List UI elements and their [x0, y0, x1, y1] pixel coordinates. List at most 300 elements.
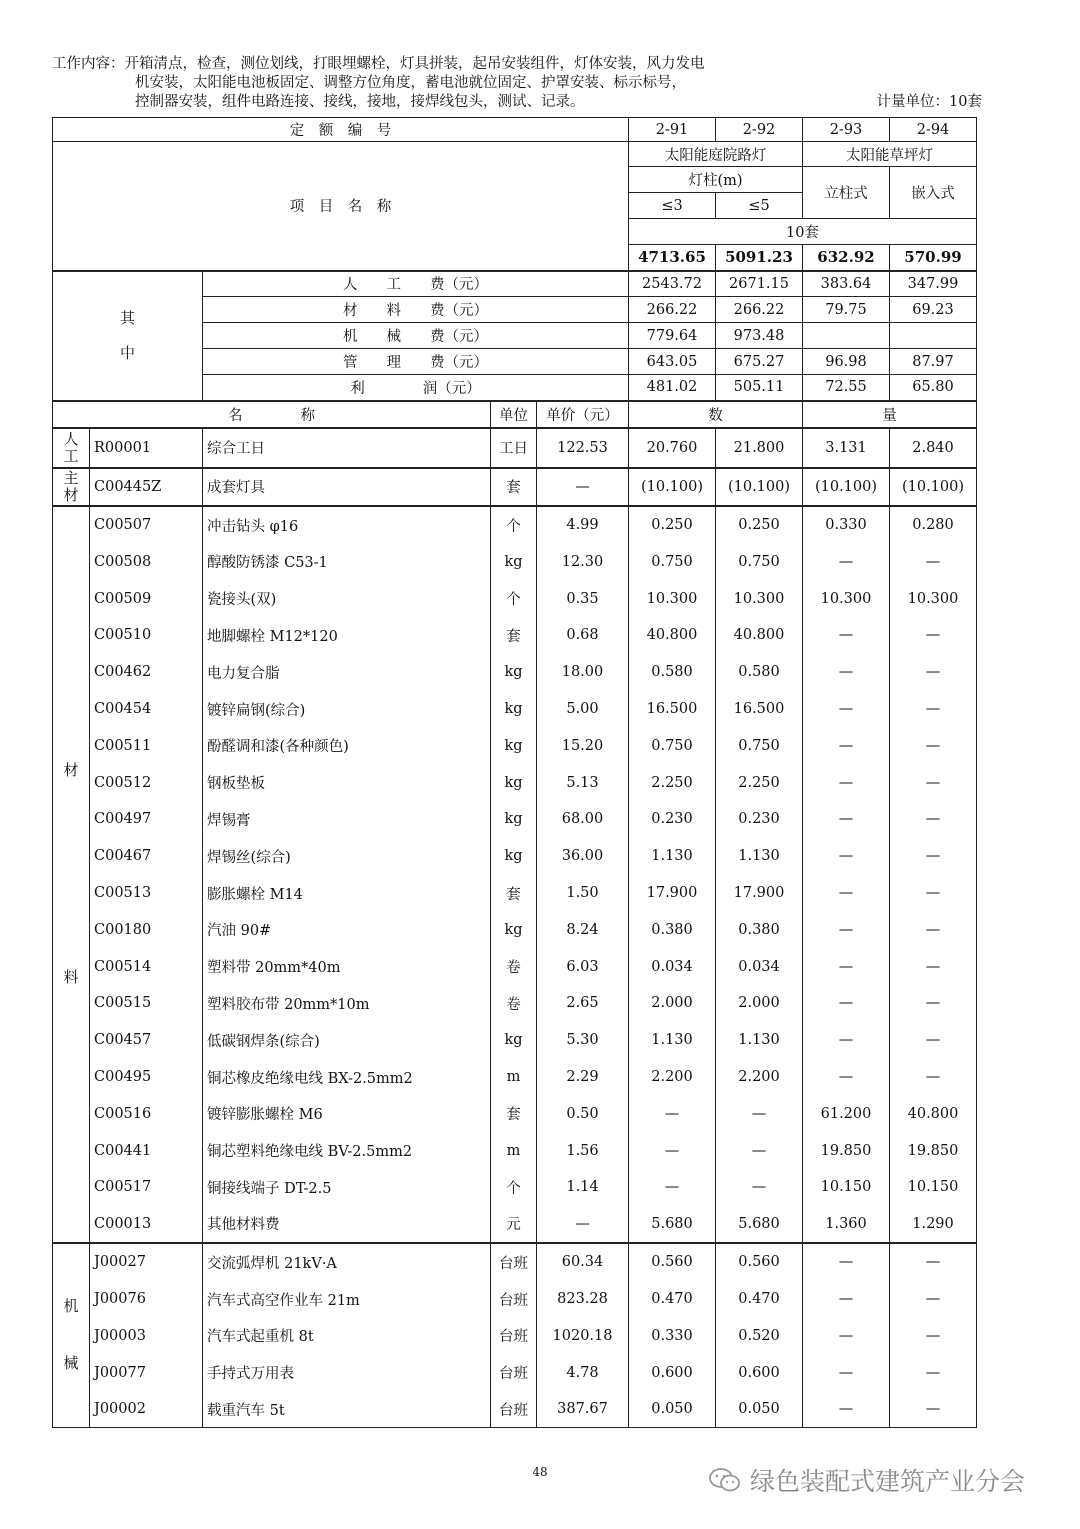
item-unit: 套 [491, 617, 537, 654]
cost-value: 347.99 [890, 271, 977, 297]
item-qty: — [803, 838, 890, 875]
labor-category [53, 428, 90, 468]
item-row [53, 911, 977, 948]
item-unit: kg [491, 654, 537, 691]
item-qty: — [890, 948, 977, 985]
item-qty: — [803, 764, 890, 801]
item-row [53, 1281, 977, 1318]
item-name: 镀锌扁钢(综合) [203, 691, 491, 728]
item-qty: — [890, 838, 977, 875]
item-qty: — [890, 1059, 977, 1096]
item-row [53, 1022, 977, 1059]
item-qty: — [890, 985, 977, 1022]
item-qty: — [803, 1022, 890, 1059]
category-char: 人 [63, 429, 79, 448]
item-code: C00497 [90, 801, 203, 838]
cost-item-label: 利 润（元） [203, 375, 629, 401]
cost-value: 266.22 [629, 297, 716, 323]
item-name: 瓷接头(双) [203, 580, 491, 617]
item-qty: — [803, 691, 890, 728]
item-code: J00027 [90, 1243, 203, 1281]
item-code: C00441 [90, 1132, 203, 1169]
item-qty: — [890, 764, 977, 801]
col-price-header: 单价（元） [537, 401, 629, 428]
col-qty-header-left: 数 [629, 401, 803, 428]
item-qty: 1.290 [890, 1206, 977, 1243]
cost-value: 481.02 [629, 375, 716, 401]
watermark [708, 1462, 1025, 1498]
item-unit: 元 [491, 1206, 537, 1243]
item-qty: 0.560 [629, 1243, 716, 1281]
item-row [53, 1317, 977, 1354]
item-row [53, 1391, 977, 1428]
item-qty: 16.500 [716, 691, 803, 728]
item-qty: (10.100) [890, 468, 977, 506]
item-qty: 1.360 [803, 1206, 890, 1243]
item-price: 1.50 [537, 875, 629, 912]
item-name: 电力复合脂 [203, 654, 491, 691]
item-qty: — [629, 1169, 716, 1206]
item-qty: 19.850 [890, 1132, 977, 1169]
item-qty: 2.250 [716, 764, 803, 801]
item-qty: — [803, 875, 890, 912]
item-qty: 0.330 [629, 1317, 716, 1354]
item-qty: — [803, 544, 890, 581]
item-name: 焊锡膏 [203, 801, 491, 838]
item-price: 4.99 [537, 506, 629, 544]
work-content [52, 55, 982, 112]
machinery-category [53, 1243, 90, 1428]
item-code: C00454 [90, 691, 203, 728]
item-qty: 0.580 [629, 654, 716, 691]
item-row [53, 838, 977, 875]
item-qty: 1.130 [716, 838, 803, 875]
item-qty: 2.000 [629, 985, 716, 1022]
item-code: C00512 [90, 764, 203, 801]
category-char: 材 [63, 761, 79, 780]
item-qty: 0.600 [629, 1354, 716, 1391]
item-unit: 台班 [491, 1391, 537, 1428]
cost-item-label: 人 工 费（元） [203, 271, 629, 297]
item-qty: 0.034 [629, 948, 716, 985]
item-qty: — [716, 1132, 803, 1169]
item-unit: kg [491, 911, 537, 948]
cost-value: 72.55 [803, 375, 890, 401]
cost-value: 505.11 [716, 375, 803, 401]
item-qty: 2.200 [629, 1059, 716, 1096]
item-qty: (10.100) [803, 468, 890, 506]
item-price: 15.20 [537, 727, 629, 764]
item-price: 60.34 [537, 1243, 629, 1281]
item-row [53, 691, 977, 728]
item-row [53, 580, 977, 617]
base-price: 570.99 [890, 245, 977, 271]
item-qty: — [803, 801, 890, 838]
item-qty: 0.560 [716, 1243, 803, 1281]
item-row [53, 985, 977, 1022]
item-price: 5.30 [537, 1022, 629, 1059]
item-code: C00517 [90, 1169, 203, 1206]
item-code: C00507 [90, 506, 203, 544]
item-qty: — [803, 1243, 890, 1281]
item-code: C00513 [90, 875, 203, 912]
item-qty: 0.250 [716, 506, 803, 544]
item-qty: 0.600 [716, 1354, 803, 1391]
item-name: 酚醛调和漆(各种颜色) [203, 727, 491, 764]
item-price: — [537, 468, 629, 506]
item-qty: — [803, 911, 890, 948]
item-row [53, 468, 977, 506]
item-price: 0.50 [537, 1095, 629, 1132]
item-qty: (10.100) [716, 468, 803, 506]
item-qty: — [803, 985, 890, 1022]
item-name: 汽油 90# [203, 911, 491, 948]
item-qty: 40.800 [890, 1095, 977, 1132]
quota-code: 2-92 [716, 118, 803, 142]
item-price: 12.30 [537, 544, 629, 581]
item-qty: — [803, 1281, 890, 1318]
item-unit: 台班 [491, 1243, 537, 1281]
item-qty: 61.200 [803, 1095, 890, 1132]
work-content-line3: 控制器安装，组件电路连接、接线，接地，接焊线包头，测试、记录。 [135, 94, 585, 110]
item-qty: 0.280 [890, 506, 977, 544]
item-unit: 个 [491, 580, 537, 617]
cost-value: 69.23 [890, 297, 977, 323]
item-qty: — [803, 1354, 890, 1391]
item-name: 冲击钻头 φ16 [203, 506, 491, 544]
item-qty: 0.380 [716, 911, 803, 948]
item-price: 8.24 [537, 911, 629, 948]
item-row [53, 948, 977, 985]
item-qty: 5.680 [629, 1206, 716, 1243]
item-price: 36.00 [537, 838, 629, 875]
item-unit: 卷 [491, 985, 537, 1022]
item-price: 5.13 [537, 764, 629, 801]
item-qty: — [890, 1317, 977, 1354]
item-name: 焊锡丝(综合) [203, 838, 491, 875]
work-content-line2: 机安装，太阳能电池板固定、调整方位角度，蓄电池就位固定、护罩安装、标示标号， [135, 75, 686, 91]
item-qty: 1.130 [629, 838, 716, 875]
item-row [53, 506, 977, 544]
cost-value [803, 323, 890, 349]
item-qty: 2.250 [629, 764, 716, 801]
item-price: 0.35 [537, 580, 629, 617]
item-price: 387.67 [537, 1391, 629, 1428]
materials-category [53, 506, 90, 1243]
cost-value: 2543.72 [629, 271, 716, 297]
item-qty: — [890, 1022, 977, 1059]
item-qty: — [890, 801, 977, 838]
item-qty: 10.300 [803, 580, 890, 617]
item-code: J00076 [90, 1281, 203, 1318]
cost-value: 79.75 [803, 297, 890, 323]
item-qty: — [890, 617, 977, 654]
item-name: 塑料胶布带 20mm*10m [203, 985, 491, 1022]
item-code: J00003 [90, 1317, 203, 1354]
item-qty: — [890, 727, 977, 764]
item-unit: 工日 [491, 428, 537, 468]
item-qty: — [803, 654, 890, 691]
item-price: 2.29 [537, 1059, 629, 1096]
col-qty-header-right: 量 [803, 401, 977, 428]
cost-value: 973.48 [716, 323, 803, 349]
item-name: 综合工日 [203, 428, 491, 468]
cost-value: 2671.15 [716, 271, 803, 297]
item-qty: 0.230 [716, 801, 803, 838]
item-qty: — [803, 1059, 890, 1096]
item-qty: 1.130 [629, 1022, 716, 1059]
item-qty: 40.800 [716, 617, 803, 654]
item-qty: — [890, 911, 977, 948]
item-row [53, 764, 977, 801]
lawn-type-embedded: 嵌入式 [890, 167, 977, 219]
quota-code: 2-93 [803, 118, 890, 142]
item-name: 成套灯具 [203, 468, 491, 506]
category-char: 工 [63, 446, 79, 465]
item-code: J00002 [90, 1391, 203, 1428]
item-code: C00516 [90, 1095, 203, 1132]
item-qty: 0.750 [716, 727, 803, 764]
item-price: 68.00 [537, 801, 629, 838]
cost-value: 266.22 [716, 297, 803, 323]
pole-size: ≤5 [716, 193, 803, 219]
item-code: J00077 [90, 1354, 203, 1391]
item-row [53, 1095, 977, 1132]
item-qty: — [803, 617, 890, 654]
item-unit: 套 [491, 1095, 537, 1132]
work-content-label: 工作内容： [52, 56, 125, 72]
cost-row [53, 271, 977, 297]
item-code: C00509 [90, 580, 203, 617]
item-code: C00462 [90, 654, 203, 691]
item-name-label: 项 目 名 称 [53, 142, 629, 271]
wechat-icon [708, 1467, 742, 1493]
item-row [53, 428, 977, 468]
item-qty: — [803, 727, 890, 764]
item-qty: 3.131 [803, 428, 890, 468]
item-qty: 0.330 [803, 506, 890, 544]
unit-10-sets: 10套 [629, 219, 977, 245]
item-qty: — [716, 1095, 803, 1132]
column-header-row [53, 401, 977, 428]
item-price: 823.28 [537, 1281, 629, 1318]
quota-code-row [53, 118, 977, 142]
item-qty: 0.580 [716, 654, 803, 691]
item-qty: — [803, 948, 890, 985]
item-unit: 台班 [491, 1317, 537, 1354]
item-name: 交流弧焊机 21kV·A [203, 1243, 491, 1281]
item-name: 铜芯塑料绝缘电线 BV-2.5mm2 [203, 1132, 491, 1169]
item-qty: 17.900 [629, 875, 716, 912]
pole-size: ≤3 [629, 193, 716, 219]
base-price: 4713.65 [629, 245, 716, 271]
item-qty: 0.470 [629, 1281, 716, 1318]
item-row [53, 875, 977, 912]
category-char: 械 [63, 1354, 79, 1373]
item-code: C00495 [90, 1059, 203, 1096]
item-name: 手持式万用表 [203, 1354, 491, 1391]
item-qty: 2.000 [716, 985, 803, 1022]
item-code: C00013 [90, 1206, 203, 1243]
item-qty: 0.380 [629, 911, 716, 948]
item-qty: 10.300 [890, 580, 977, 617]
item-price: 4.78 [537, 1354, 629, 1391]
item-code: C00445Z [90, 468, 203, 506]
pole-label: 灯柱(m) [629, 167, 803, 193]
item-price: 2.65 [537, 985, 629, 1022]
unit-label: 计量单位：10套 [876, 94, 982, 110]
item-qty: 5.680 [716, 1206, 803, 1243]
item-row [53, 801, 977, 838]
item-name: 铜接线端子 DT-2.5 [203, 1169, 491, 1206]
category-char: 料 [63, 968, 79, 987]
cost-value: 65.80 [890, 375, 977, 401]
cost-breakdown-label-bottom: 中 [119, 343, 135, 362]
item-name: 载重汽车 5t [203, 1391, 491, 1428]
item-qty: — [890, 1281, 977, 1318]
item-code: C00457 [90, 1022, 203, 1059]
item-unit: 套 [491, 875, 537, 912]
cost-value: 383.64 [803, 271, 890, 297]
item-qty: 0.034 [716, 948, 803, 985]
item-qty: 1.130 [716, 1022, 803, 1059]
item-qty: 0.750 [629, 727, 716, 764]
work-content-line1: 开箱清点，检查，测位划线，打眼埋螺栓，灯具拼装，起吊安装组件，灯体安装，风力发电 [124, 56, 705, 72]
item-unit: kg [491, 727, 537, 764]
item-code: R00001 [90, 428, 203, 468]
item-qty: — [629, 1132, 716, 1169]
item-unit: 个 [491, 1169, 537, 1206]
item-qty: — [890, 1243, 977, 1281]
item-qty: 10.150 [803, 1169, 890, 1206]
item-name: 铜芯橡皮绝缘电线 BX-2.5mm2 [203, 1059, 491, 1096]
item-qty: — [803, 1317, 890, 1354]
item-row [53, 617, 977, 654]
item-name: 汽车式高空作业车 21m [203, 1281, 491, 1318]
item-unit: 卷 [491, 948, 537, 985]
item-row [53, 544, 977, 581]
item-row [53, 1169, 977, 1206]
cost-item-label: 机 械 费（元） [203, 323, 629, 349]
quota-code: 2-94 [890, 118, 977, 142]
item-row [53, 727, 977, 764]
item-unit: m [491, 1059, 537, 1096]
cost-breakdown-label-top: 其 [119, 308, 135, 327]
item-code: C00508 [90, 544, 203, 581]
item-qty: — [890, 654, 977, 691]
cost-breakdown-label [53, 271, 203, 401]
item-qty: 17.900 [716, 875, 803, 912]
item-qty: — [890, 691, 977, 728]
category-char: 机 [63, 1297, 79, 1316]
item-qty: 21.800 [716, 428, 803, 468]
base-price: 5091.23 [716, 245, 803, 271]
item-code: C00180 [90, 911, 203, 948]
item-row [53, 1243, 977, 1281]
item-name: 塑料带 20mm*40m [203, 948, 491, 985]
item-qty: — [716, 1169, 803, 1206]
item-unit: kg [491, 764, 537, 801]
item-name: 镀锌膨胀螺栓 M6 [203, 1095, 491, 1132]
item-qty: — [890, 1391, 977, 1428]
item-name: 低碳钢焊条(综合) [203, 1022, 491, 1059]
item-qty: — [890, 1354, 977, 1391]
item-qty: 2.840 [890, 428, 977, 468]
item-name: 其他材料费 [203, 1206, 491, 1243]
lawn-type-standing: 立柱式 [803, 167, 890, 219]
item-unit: kg [491, 801, 537, 838]
cost-value: 87.97 [890, 349, 977, 375]
item-qty: (10.100) [629, 468, 716, 506]
item-qty: 19.850 [803, 1132, 890, 1169]
item-unit: kg [491, 838, 537, 875]
item-qty: 40.800 [629, 617, 716, 654]
item-row [53, 654, 977, 691]
item-qty: — [890, 875, 977, 912]
item-name: 醇酸防锈漆 C53-1 [203, 544, 491, 581]
item-code: C00511 [90, 727, 203, 764]
item-qty: 0.250 [629, 506, 716, 544]
item-unit: 个 [491, 506, 537, 544]
item-unit: kg [491, 544, 537, 581]
item-unit: 台班 [491, 1354, 537, 1391]
item-qty: 0.750 [716, 544, 803, 581]
item-qty: 10.300 [629, 580, 716, 617]
cost-value: 96.98 [803, 349, 890, 375]
quota-table [52, 117, 977, 1428]
base-price: 632.92 [803, 245, 890, 271]
col-name-header: 名 称 [53, 401, 491, 428]
item-unit: 台班 [491, 1281, 537, 1318]
item-price: 18.00 [537, 654, 629, 691]
item-qty: 10.300 [716, 580, 803, 617]
item-row [53, 1206, 977, 1243]
item-qty: — [803, 1391, 890, 1428]
category-char: 材 [63, 485, 79, 504]
item-row [53, 1059, 977, 1096]
item-price: 5.00 [537, 691, 629, 728]
main-material-category [53, 468, 90, 506]
item-code: C00514 [90, 948, 203, 985]
item-qty: 16.500 [629, 691, 716, 728]
item-unit: m [491, 1132, 537, 1169]
item-qty: 2.200 [716, 1059, 803, 1096]
item-price: 0.68 [537, 617, 629, 654]
item-price: 122.53 [537, 428, 629, 468]
watermark-text: 绿色装配式建筑产业分会 [750, 1467, 1026, 1496]
cost-value [890, 323, 977, 349]
quota-label: 定 额 编 号 [53, 118, 629, 142]
item-qty: 20.760 [629, 428, 716, 468]
item-qty: 0.230 [629, 801, 716, 838]
item-row [53, 1354, 977, 1391]
item-code: C00515 [90, 985, 203, 1022]
category-char: 主 [63, 468, 79, 487]
item-qty: — [890, 544, 977, 581]
cost-value: 675.27 [716, 349, 803, 375]
item-price: — [537, 1206, 629, 1243]
quota-code: 2-91 [629, 118, 716, 142]
item-qty: 0.470 [716, 1281, 803, 1318]
item-code: C00467 [90, 838, 203, 875]
cost-item-label: 材 料 费（元） [203, 297, 629, 323]
item-name: 汽车式起重机 8t [203, 1317, 491, 1354]
col-unit-header: 单位 [491, 401, 537, 428]
item-row [53, 1132, 977, 1169]
item-price: 1.56 [537, 1132, 629, 1169]
item-code: C00510 [90, 617, 203, 654]
cost-value: 643.05 [629, 349, 716, 375]
